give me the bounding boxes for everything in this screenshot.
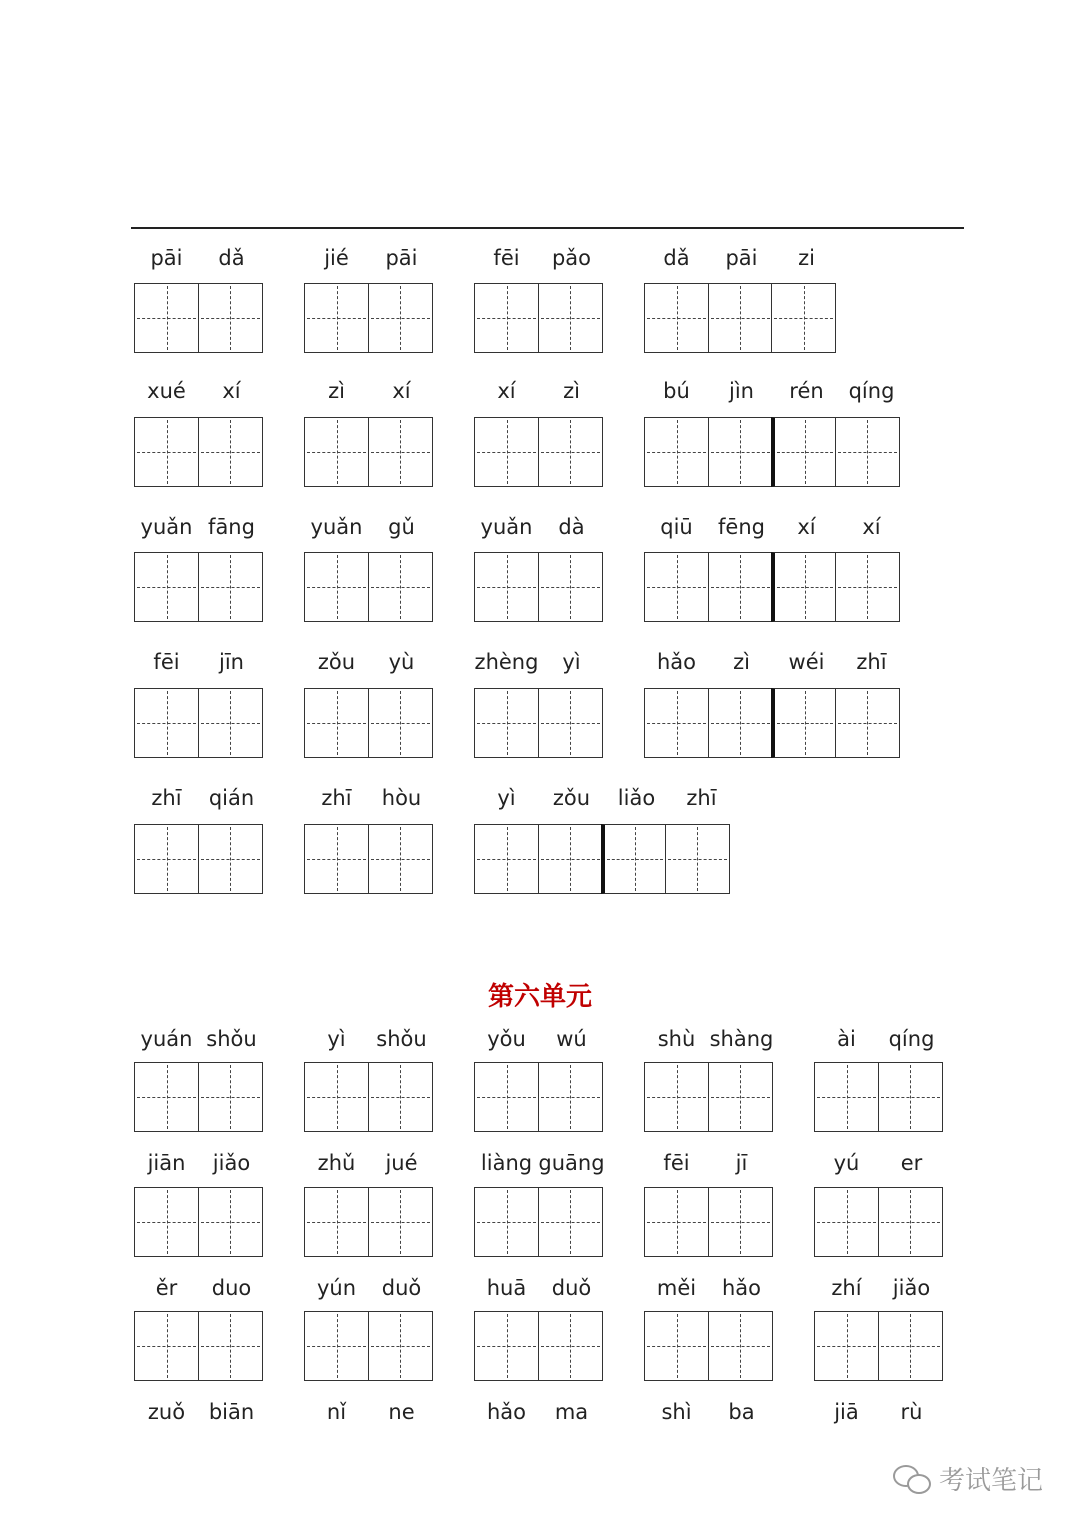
pinyin-syllable: hǎo <box>721 1276 762 1300</box>
tianzige-cell[interactable] <box>368 283 433 353</box>
pinyin-syllable: fēng <box>718 515 765 539</box>
writing-grid[interactable] <box>474 1311 603 1381</box>
tianzige-cell[interactable] <box>134 283 199 353</box>
tianzige-cell[interactable] <box>368 688 433 758</box>
pinyin-syllable: yuǎn <box>310 515 363 539</box>
pinyin-syllable: xí <box>222 379 241 403</box>
pinyin-syllable: fēi <box>663 1151 690 1175</box>
pinyin-syllable: yì <box>327 1027 346 1051</box>
pinyin-syllable: yì <box>562 650 581 674</box>
pinyin-syllable: hǎo <box>486 1400 527 1424</box>
pinyin-syllable: biān <box>208 1400 255 1424</box>
pinyin-syllable: yǒu <box>487 1027 526 1051</box>
pinyin-syllable: xué <box>147 379 186 403</box>
pinyin-syllable: wéi <box>788 650 825 674</box>
tianzige-cell[interactable] <box>771 688 836 758</box>
tianzige-cell[interactable] <box>601 824 666 894</box>
writing-grid[interactable] <box>134 283 263 353</box>
tianzige-cell[interactable] <box>474 283 539 353</box>
writing-grid[interactable] <box>134 824 263 894</box>
tianzige-cell[interactable] <box>644 552 709 622</box>
tianzige-cell[interactable] <box>708 417 773 487</box>
pinyin-syllable: ěr <box>155 1276 178 1300</box>
tianzige-cell[interactable] <box>538 552 603 622</box>
tianzige-cell[interactable] <box>771 552 836 622</box>
tianzige-cell[interactable] <box>538 824 603 894</box>
pinyin-syllable: zhī <box>686 786 717 810</box>
pinyin-syllable: yún <box>316 1276 357 1300</box>
tianzige-cell[interactable] <box>814 1062 879 1132</box>
pinyin-syllable: dǎ <box>218 246 245 270</box>
writing-grid[interactable] <box>644 1311 773 1381</box>
tianzige-cell[interactable] <box>368 1187 433 1257</box>
pinyin-syllable: shù <box>657 1027 696 1051</box>
wechat-icon <box>893 1463 931 1495</box>
tianzige-cell[interactable] <box>134 552 199 622</box>
tianzige-cell[interactable] <box>304 417 369 487</box>
pinyin-syllable: qiū <box>660 515 693 539</box>
tianzige-cell[interactable] <box>134 1187 199 1257</box>
tianzige-cell[interactable] <box>835 552 900 622</box>
tianzige-cell[interactable] <box>708 552 773 622</box>
tianzige-cell[interactable] <box>538 417 603 487</box>
pinyin-syllable: ba <box>728 1400 755 1424</box>
writing-grid[interactable] <box>474 1062 603 1132</box>
pinyin-syllable: hǎo <box>656 650 697 674</box>
tianzige-cell[interactable] <box>134 688 199 758</box>
writing-grid[interactable] <box>644 1062 773 1132</box>
pinyin-syllable: er <box>900 1151 923 1175</box>
writing-grid[interactable] <box>474 552 603 622</box>
pinyin-syllable: zì <box>563 379 580 403</box>
pinyin-syllable: jiā <box>834 1400 859 1424</box>
writing-grid[interactable] <box>814 1062 943 1132</box>
pinyin-syllable: gǔ <box>388 515 415 539</box>
pinyin-syllable: zì <box>328 379 345 403</box>
writing-grid[interactable] <box>304 552 433 622</box>
writing-grid[interactable] <box>304 1311 433 1381</box>
pinyin-syllable: jiǎo <box>892 1276 931 1300</box>
pinyin-syllable: dǎ <box>663 246 690 270</box>
tianzige-cell[interactable] <box>771 417 836 487</box>
writing-grid[interactable] <box>304 1062 433 1132</box>
writing-grid[interactable] <box>304 417 433 487</box>
tianzige-cell[interactable] <box>814 1187 879 1257</box>
pinyin-syllable: zhī <box>151 786 182 810</box>
pinyin-syllable: pāi <box>385 246 418 270</box>
pinyin-syllable: yì <box>497 786 516 810</box>
pinyin-syllable: shàng <box>709 1027 774 1051</box>
pinyin-syllable: duǒ <box>381 1276 422 1300</box>
tianzige-cell[interactable] <box>474 824 539 894</box>
tianzige-cell[interactable] <box>474 417 539 487</box>
writing-grid[interactable] <box>134 417 263 487</box>
pinyin-syllable: zǒu <box>317 650 356 674</box>
tianzige-cell[interactable] <box>368 824 433 894</box>
tianzige-cell[interactable] <box>538 283 603 353</box>
pinyin-syllable: bú <box>663 379 690 403</box>
tianzige-cell[interactable] <box>644 283 709 353</box>
tianzige-cell[interactable] <box>198 283 263 353</box>
pinyin-syllable: zhèng <box>474 650 539 674</box>
pinyin-syllable: rù <box>900 1400 923 1424</box>
tianzige-cell[interactable] <box>304 824 369 894</box>
tianzige-cell[interactable] <box>538 1187 603 1257</box>
writing-grid[interactable] <box>304 688 433 758</box>
pinyin-syllable: xí <box>392 379 411 403</box>
pinyin-syllable: fāng <box>208 515 255 539</box>
tianzige-cell[interactable] <box>304 552 369 622</box>
tianzige-cell[interactable] <box>304 1062 369 1132</box>
pinyin-syllable: jiān <box>147 1151 186 1175</box>
pinyin-syllable: jiǎo <box>212 1151 251 1175</box>
tianzige-cell[interactable] <box>708 688 773 758</box>
tianzige-cell[interactable] <box>835 417 900 487</box>
pinyin-syllable: liàng <box>480 1151 533 1175</box>
tianzige-cell[interactable] <box>814 1311 879 1381</box>
tianzige-cell[interactable] <box>198 552 263 622</box>
pinyin-syllable: yù <box>388 650 415 674</box>
tianzige-cell[interactable] <box>474 688 539 758</box>
tianzige-cell[interactable] <box>708 1311 773 1381</box>
writing-grid[interactable] <box>134 688 263 758</box>
tianzige-cell[interactable] <box>708 1062 773 1132</box>
writing-grid[interactable] <box>814 1187 943 1257</box>
pinyin-syllable: yú <box>833 1151 860 1175</box>
tianzige-cell[interactable] <box>368 417 433 487</box>
pinyin-syllable: yuǎn <box>140 515 193 539</box>
writing-grid[interactable] <box>304 824 433 894</box>
pinyin-syllable: zhǔ <box>317 1151 356 1175</box>
pinyin-syllable: guāng <box>538 1151 605 1175</box>
writing-grid[interactable] <box>134 552 263 622</box>
pinyin-syllable: shǒu <box>376 1027 427 1051</box>
tianzige-cell[interactable] <box>134 417 199 487</box>
watermark-text: 考试笔记 <box>939 1466 1044 1496</box>
tianzige-cell[interactable] <box>644 417 709 487</box>
pinyin-syllable: dà <box>558 515 585 539</box>
writing-grid[interactable] <box>474 283 603 353</box>
tianzige-cell[interactable] <box>198 1062 263 1132</box>
pinyin-syllable: huā <box>486 1276 527 1300</box>
pinyin-syllable: yuán <box>140 1027 193 1051</box>
tianzige-cell[interactable] <box>198 1187 263 1257</box>
tianzige-cell[interactable] <box>644 1187 709 1257</box>
tianzige-cell[interactable] <box>538 1062 603 1132</box>
writing-grid[interactable] <box>474 824 730 894</box>
writing-grid[interactable] <box>304 283 433 353</box>
pinyin-syllable: hòu <box>381 786 422 810</box>
pinyin-syllable: jié <box>324 246 349 270</box>
tianzige-cell[interactable] <box>644 688 709 758</box>
tianzige-cell[interactable] <box>474 1311 539 1381</box>
pinyin-syllable: měi <box>656 1276 697 1300</box>
pinyin-syllable: fēi <box>153 650 180 674</box>
pinyin-syllable: zǒu <box>552 786 591 810</box>
tianzige-cell[interactable] <box>304 283 369 353</box>
tianzige-cell[interactable] <box>538 688 603 758</box>
tianzige-cell[interactable] <box>198 824 263 894</box>
tianzige-cell[interactable] <box>198 417 263 487</box>
tianzige-cell[interactable] <box>304 1311 369 1381</box>
pinyin-syllable: xí <box>862 515 881 539</box>
tianzige-cell[interactable] <box>134 824 199 894</box>
tianzige-cell[interactable] <box>474 552 539 622</box>
writing-grid[interactable] <box>474 417 603 487</box>
writing-grid[interactable] <box>644 552 900 622</box>
tianzige-cell[interactable] <box>474 1062 539 1132</box>
pinyin-syllable: pāi <box>725 246 758 270</box>
tianzige-cell[interactable] <box>708 1187 773 1257</box>
writing-grid[interactable] <box>644 417 900 487</box>
tianzige-cell[interactable] <box>368 552 433 622</box>
writing-grid[interactable] <box>134 1062 263 1132</box>
pinyin-syllable: qíng <box>848 379 895 403</box>
writing-grid[interactable] <box>644 283 836 353</box>
unit-title: 第六单元 <box>487 982 592 1012</box>
pinyin-syllable: shì <box>661 1400 692 1424</box>
writing-grid[interactable] <box>644 1187 773 1257</box>
tianzige-cell[interactable] <box>368 1311 433 1381</box>
tianzige-cell[interactable] <box>198 688 263 758</box>
watermark <box>893 1460 1043 1497</box>
pinyin-syllable: ne <box>388 1400 415 1424</box>
pinyin-syllable: ài <box>837 1027 856 1051</box>
pinyin-syllable: yuǎn <box>480 515 533 539</box>
writing-grid[interactable] <box>814 1311 943 1381</box>
pinyin-syllable: zi <box>798 246 815 270</box>
pinyin-syllable: xí <box>497 379 516 403</box>
tianzige-cell[interactable] <box>835 688 900 758</box>
tianzige-cell[interactable] <box>878 1062 943 1132</box>
writing-grid[interactable] <box>134 1187 263 1257</box>
pinyin-syllable: rén <box>789 379 824 403</box>
tianzige-cell[interactable] <box>134 1062 199 1132</box>
pinyin-syllable: xí <box>797 515 816 539</box>
pinyin-syllable: qíng <box>888 1027 935 1051</box>
tianzige-cell[interactable] <box>665 824 730 894</box>
writing-grid[interactable] <box>474 1187 603 1257</box>
pinyin-syllable: pāi <box>150 246 183 270</box>
pinyin-syllable: wú <box>556 1027 587 1051</box>
pinyin-syllable: zì <box>733 650 750 674</box>
writing-grid[interactable] <box>474 688 603 758</box>
tianzige-cell[interactable] <box>708 283 773 353</box>
top-divider <box>131 227 964 229</box>
tianzige-cell[interactable] <box>878 1187 943 1257</box>
pinyin-syllable: pǎo <box>551 246 592 270</box>
tianzige-cell[interactable] <box>304 688 369 758</box>
tianzige-cell[interactable] <box>644 1062 709 1132</box>
tianzige-cell[interactable] <box>368 1062 433 1132</box>
tianzige-cell[interactable] <box>198 1311 263 1381</box>
pinyin-syllable: jué <box>385 1151 418 1175</box>
writing-grid[interactable] <box>304 1187 433 1257</box>
pinyin-syllable: zhí <box>831 1276 862 1300</box>
tianzige-cell[interactable] <box>304 1187 369 1257</box>
writing-grid[interactable] <box>134 1311 263 1381</box>
tianzige-cell[interactable] <box>771 283 836 353</box>
pinyin-syllable: liǎo <box>617 786 656 810</box>
writing-grid[interactable] <box>644 688 900 758</box>
tianzige-cell[interactable] <box>538 1311 603 1381</box>
tianzige-cell[interactable] <box>134 1311 199 1381</box>
pinyin-syllable: nǐ <box>326 1400 347 1424</box>
pinyin-syllable: duǒ <box>551 1276 592 1300</box>
pinyin-syllable: jìn <box>729 379 754 403</box>
tianzige-cell[interactable] <box>878 1311 943 1381</box>
pinyin-syllable: zhī <box>321 786 352 810</box>
pinyin-syllable: fēi <box>493 246 520 270</box>
pinyin-syllable: zuǒ <box>147 1400 186 1424</box>
tianzige-cell[interactable] <box>644 1311 709 1381</box>
pinyin-syllable: jī <box>735 1151 748 1175</box>
pinyin-syllable: duo <box>211 1276 252 1300</box>
pinyin-syllable: jīn <box>219 650 244 674</box>
pinyin-syllable: shǒu <box>206 1027 257 1051</box>
tianzige-cell[interactable] <box>474 1187 539 1257</box>
pinyin-syllable: zhī <box>856 650 887 674</box>
pinyin-syllable: ma <box>554 1400 589 1424</box>
pinyin-syllable: qián <box>208 786 255 810</box>
